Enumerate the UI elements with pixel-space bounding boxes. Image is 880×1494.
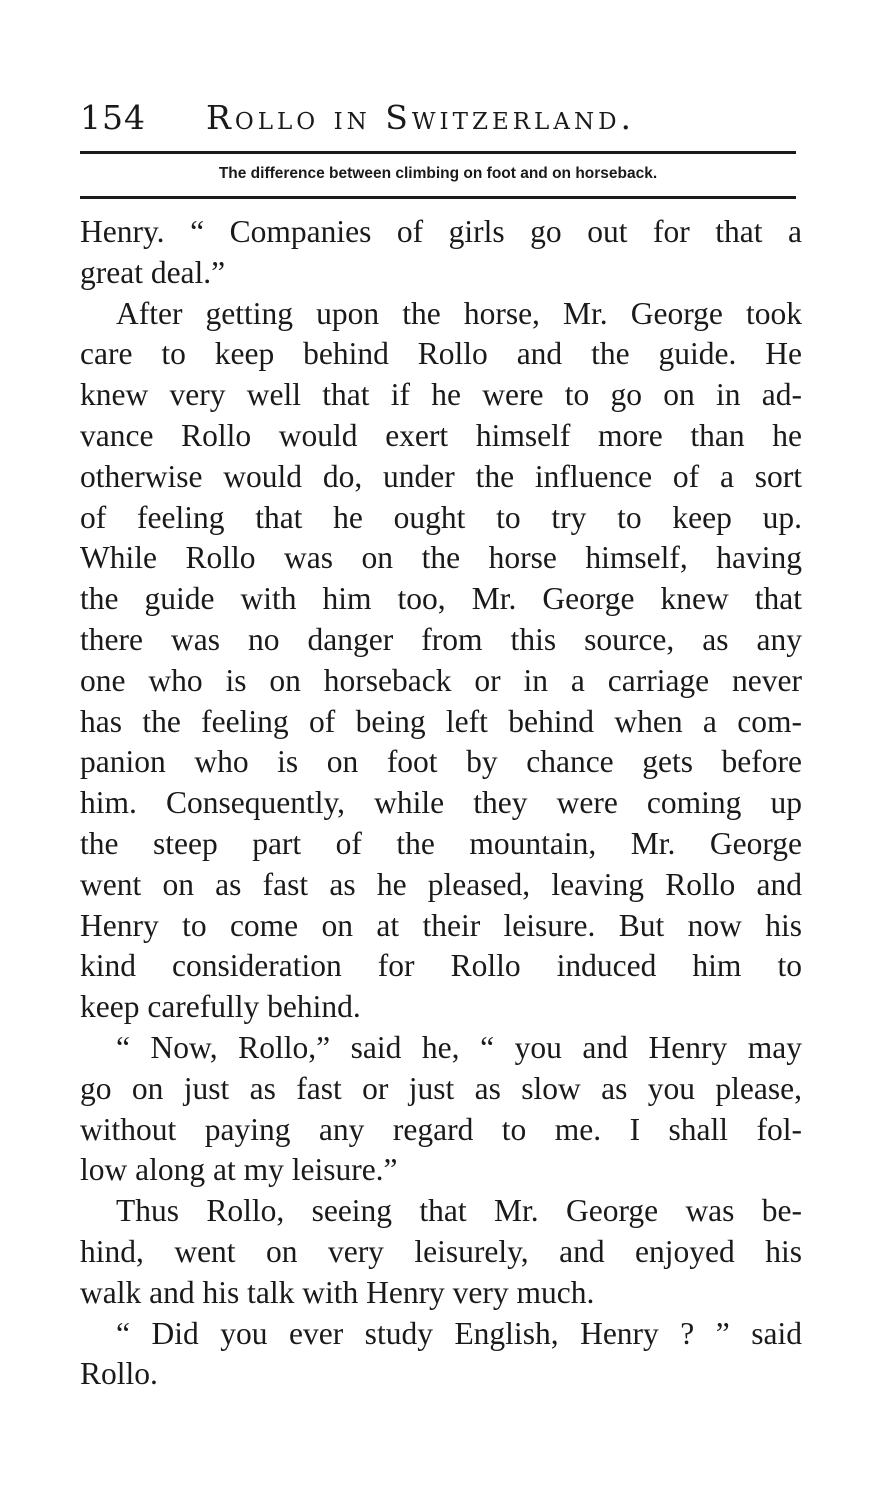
top-rule <box>80 151 796 154</box>
body-text <box>80 212 802 1395</box>
text-line: go on just as fast or just as slow as you please, <box>80 1070 802 1106</box>
text-line: low along at my leisure.” <box>80 1152 398 1188</box>
text-line: hind, went on very leisurely, and enjoyed his <box>80 1233 802 1269</box>
text-line: kind consideration for Rollo induced him to <box>80 948 802 984</box>
text-line: Rollo. <box>80 1356 158 1392</box>
text-line: without paying any regard to me. I shall fol- <box>80 1111 802 1147</box>
text-line: went on as fast as he pleased, leaving Rollo and <box>80 866 802 902</box>
section-subheading: The difference between climbing on foot and on horseback. <box>218 165 658 182</box>
text-line: After getting upon the horse, Mr. George took <box>116 295 802 331</box>
text-line: While Rollo was on the horse himself, having <box>80 540 802 576</box>
text-line: vance Rollo would exert himself more than he <box>80 417 802 453</box>
text-line: otherwise would do, under the influence of a sort <box>80 458 802 494</box>
text-line: him. Consequently, while they were coming up <box>80 785 802 821</box>
book-title: Rollo in Switzerland. <box>206 98 635 137</box>
text-line: keep carefully behind. <box>80 989 361 1025</box>
bottom-rule <box>80 196 796 199</box>
text-line: the steep part of the mountain, Mr. George <box>80 825 802 861</box>
text-line: walk and his talk with Henry very much. <box>80 1274 595 1310</box>
text-line: “ Now, Rollo,” said he, “ you and Henry may <box>116 1029 802 1065</box>
text-line: Henry to come on at their leisure. But now his <box>80 907 802 943</box>
text-line: the guide with him too, Mr. George knew that <box>80 581 802 617</box>
text-line: Thus Rollo, seeing that Mr. George was be- <box>116 1193 802 1229</box>
running-head <box>80 96 800 140</box>
page-number: 154 <box>80 98 146 137</box>
text-line: great deal.” <box>80 254 226 290</box>
text-line: one who is on horseback or in a carriage never <box>80 662 802 698</box>
text-line: panion who is on foot by chance gets before <box>80 744 802 780</box>
text-line: has the feeling of being left behind when a com- <box>80 703 802 739</box>
text-line: there was no danger from this source, as any <box>80 621 802 657</box>
text-line: care to keep behind Rollo and the guide. He <box>80 336 802 372</box>
text-line: of feeling that he ought to try to keep up. <box>80 499 802 535</box>
text-line: knew very well that if he were to go on in ad- <box>80 377 802 413</box>
text-line: Henry. “ Companies of girls go out for that a <box>80 214 802 249</box>
text-line: “ Did you ever study English, Henry ? ” said <box>116 1315 802 1351</box>
